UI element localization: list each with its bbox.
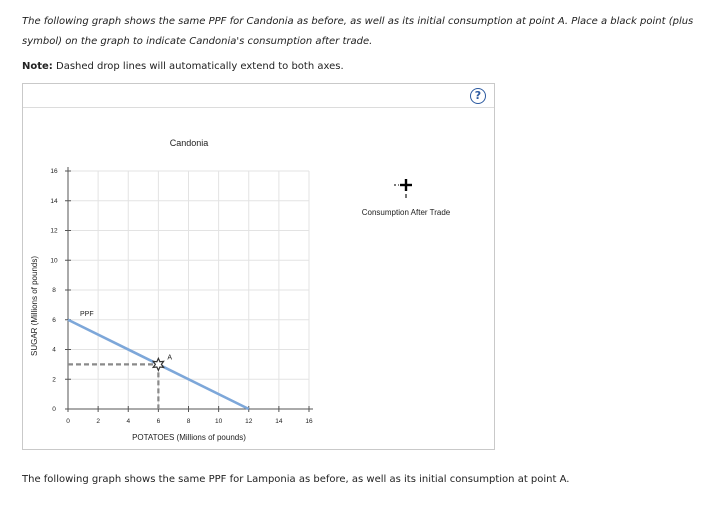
points-layer[interactable] bbox=[68, 354, 172, 409]
footer-text: The following graph shows the same PPF for Lamponia as before, as well as its initial consumption at point A. bbox=[22, 474, 570, 485]
x-axis-label: POTATOES (Millions of pounds) bbox=[132, 433, 246, 442]
y-tick-label: 8 bbox=[52, 287, 56, 294]
instructions-text: The following graph shows the same PPF for Candonia as before, as well as its initial consumption at point A. Place a black point (plus symbol) on the graph to indicate Candonia's consumption after trade. bbox=[22, 16, 694, 47]
consumption-after-trade-label: Consumption After Trade bbox=[361, 208, 451, 217]
y-tick-label: 14 bbox=[50, 197, 58, 205]
y-tick-label: 4 bbox=[52, 346, 56, 354]
x-tick-label: 4 bbox=[126, 418, 131, 425]
note-text bbox=[22, 60, 344, 74]
consumption-after-trade-tool[interactable] bbox=[362, 179, 451, 217]
x-tick-label: 10 bbox=[215, 418, 223, 425]
x-tick-label: 6 bbox=[156, 418, 161, 425]
panel-toolbar bbox=[23, 84, 494, 108]
x-tick-label: 8 bbox=[186, 418, 191, 425]
x-tick-label: 2 bbox=[96, 418, 100, 425]
x-tick-label: 16 bbox=[305, 418, 313, 425]
chart-title: Candonia bbox=[169, 138, 209, 148]
plus-marker-icon[interactable] bbox=[394, 179, 412, 198]
help-button[interactable]: ? bbox=[470, 88, 486, 104]
x-tick-label: 12 bbox=[245, 418, 253, 425]
note-label: Note: bbox=[22, 61, 53, 72]
point-a-star-icon[interactable] bbox=[153, 358, 163, 370]
y-tick-label: 16 bbox=[50, 168, 58, 175]
grid bbox=[68, 171, 309, 409]
note-body: Dashed drop lines will automatically extend to both axes. bbox=[52, 61, 344, 72]
y-tick-label: 12 bbox=[50, 227, 58, 235]
graph-panel bbox=[22, 83, 495, 450]
graph-canvas[interactable] bbox=[23, 108, 494, 449]
tick-labels bbox=[50, 168, 313, 425]
y-tick-label: 6 bbox=[52, 316, 56, 324]
x-tick-label: 0 bbox=[66, 418, 70, 425]
y-tick-label: 10 bbox=[50, 257, 58, 265]
x-tick-label: 14 bbox=[275, 418, 283, 425]
ppf-label: PPF bbox=[80, 310, 94, 318]
y-tick-label: 2 bbox=[52, 376, 56, 384]
y-axis-label: SUGAR (Millions of pounds) bbox=[30, 255, 39, 357]
point-a-label: A bbox=[167, 354, 173, 362]
y-tick-label: 0 bbox=[52, 406, 56, 413]
